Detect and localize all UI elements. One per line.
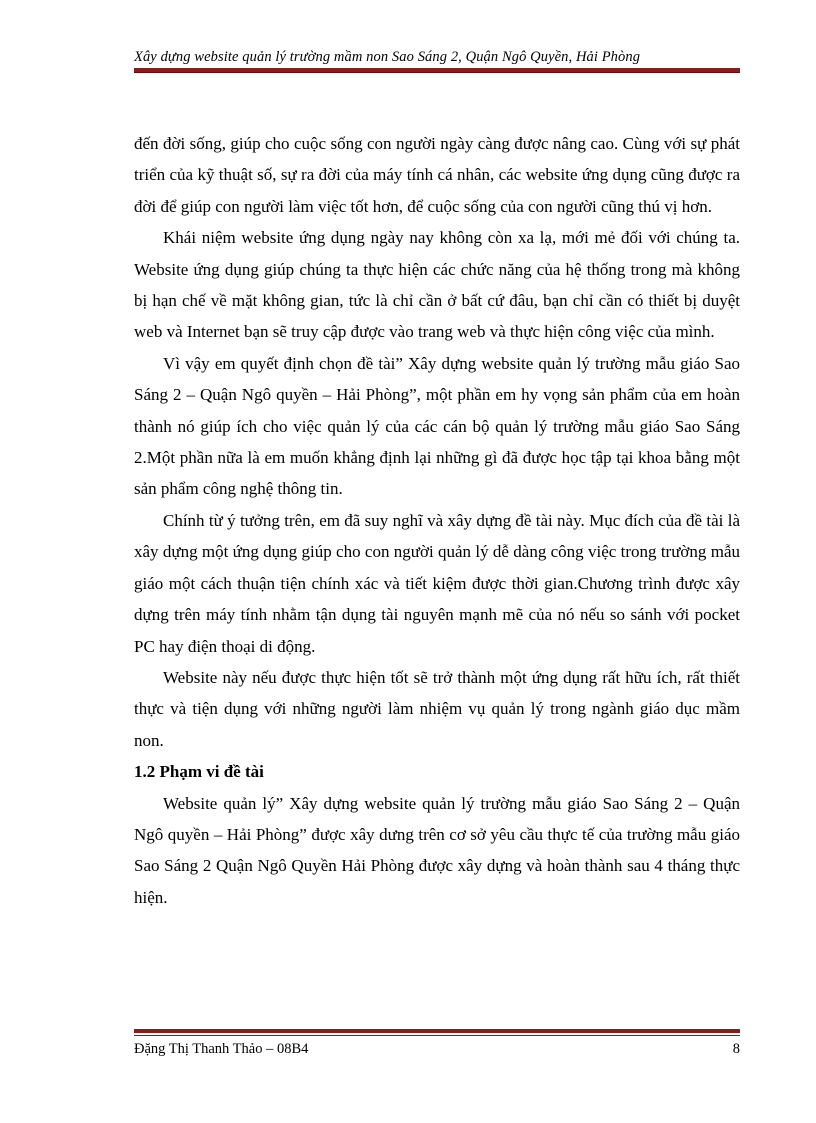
paragraph-4: Chính từ ý tưởng trên, em đã suy nghĩ và xây dựng đề tài này. Mục đích của đề tài là xây dựng một ứng dụng giúp cho con người quản lý dễ dàng công việc trong trường mẫu giáo một cách thuận tiện chính xác và tiết kiệm được thời gian.Chương trình được xây dựng trên máy tính nhằm tận dụng tài nguyên mạnh mẽ của nó nếu so sánh với pocket PC hay điện thoại di động. (134, 510, 740, 656)
header-rule (134, 68, 740, 73)
paragraph-5: Website này nếu được thực hiện tốt sẽ trở thành một ứng dụng rất hữu ích, rất thiết thực và tiện dụng với những người làm nhiệm vụ quản lý trong ngành giáo dục mầm non. (134, 667, 740, 750)
footer-author: Đặng Thị Thanh Thảo – 08B4 (134, 1041, 309, 1057)
running-header: Xây dựng website quản lý trường mầm non Sao Sáng 2, Quận Ngô Quyền, Hải Phòng (134, 49, 641, 65)
paragraph-1: đến đời sống, giúp cho cuộc sống con người ngày càng được nâng cao. Cùng với sự phát triển của kỹ thuật số, sự ra đời của máy tính cá nhân, các website ứng dụng cũng được ra đời để giúp con người làm việc tốt hơn, để cuộc sống của con người cũng thú vị hơn. (134, 134, 740, 216)
footer-rule (134, 1029, 740, 1033)
document-body (134, 128, 740, 913)
paragraph-3: Vì vậy em quyết định chọn đề tài” Xây dựng website quản lý trường mẫu giáo Sao Sáng 2 – Quận Ngô quyền – Hải Phòng”, một phần em hy vọng sản phẩm của em hoàn thành nó giúp ích cho việc quản lý của các cán bộ quản lý trường mẫu giáo Sao Sáng 2.Một phần nữa là em muốn khẳng định lại những gì đã được học tập tại khoa bằng một sản phẩm công nghệ thông tin. (134, 353, 740, 499)
footer-rule-thin (134, 1035, 740, 1036)
paragraph-6: Website quản lý” Xây dựng website quản lý trường mẫu giáo Sao Sáng 2 – Quận Ngô quyền – Hải Phòng” được xây dưng trên cơ sở yêu cầu thực tế của trường mẫu giáo Sao Sáng 2 Quận Ngô Quyền Hải Phòng được xây dựng và hoàn thành sau 4 tháng thực hiện. (134, 793, 740, 907)
section-heading: 1.2 Phạm vi đề tài (134, 762, 264, 782)
page-number: 8 (732, 1041, 740, 1057)
paragraph-2: Khái niệm website ứng dụng ngày nay không còn xa lạ, mới mẻ đối với chúng ta. Website ứng dụng giúp chúng ta thực hiện các chức năng của hệ thống trong mà không bị hạn chế về mặt không gian, tức là chỉ cần ở bất cứ đâu, bạn chỉ cần có thiết bị duyệt web và Internet bạn sẽ truy cập được vào trang web và thực hiện công việc của mình. (134, 228, 740, 342)
